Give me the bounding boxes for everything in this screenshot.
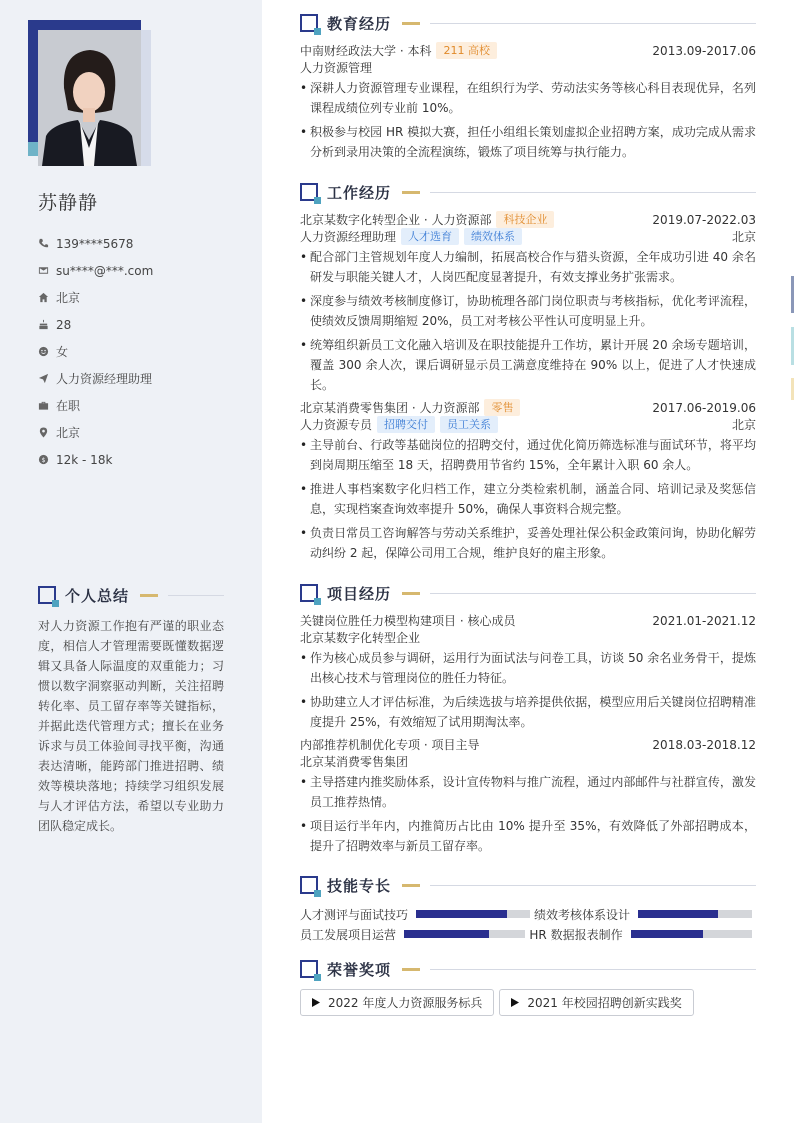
section-divider xyxy=(430,192,756,193)
company-tag: 零售 xyxy=(484,399,520,416)
section-header xyxy=(300,582,756,604)
education-section xyxy=(300,12,756,166)
section-accent-bar xyxy=(402,884,420,887)
school-name: 中南财经政法大学 · 本科 xyxy=(300,44,432,58)
skill-level-bar xyxy=(638,910,752,918)
play-triangle-icon xyxy=(312,998,320,1007)
summary-text: 对人力资源工作抱有严谨的职业态度，相信人才管理需要既懂数据逻辑又具备人际温度的双重能力；习惯以数字洞察驱动判断，关注招聘转化率、员工留存率等关键指标，并据此迭代管理方式；擅长在业务诉求与员工体验间寻找平衡，沟通表达清晰，能跨部门推进招聘、绩效等模块落地；持续学习组织发展与人才评估方法，希望以专业助力团队稳定成长。 xyxy=(38,619,224,833)
section-mark-icon xyxy=(300,183,318,201)
job-bullets xyxy=(300,247,756,395)
info-text: su****@***.com xyxy=(56,263,154,278)
skill-level-bar xyxy=(404,930,525,938)
company-name: 北京某消费零售集团 · 人力资源部 xyxy=(300,401,480,415)
section-divider xyxy=(168,595,224,596)
education-date: 2013.09-2017.06 xyxy=(652,43,756,58)
section-mark-icon xyxy=(300,584,318,602)
salary-icon xyxy=(38,454,49,465)
job-date: 2019.07-2022.03 xyxy=(652,212,756,227)
section-header xyxy=(300,874,756,896)
job-city: 北京 xyxy=(731,230,756,244)
project-entry xyxy=(300,612,756,732)
section-title: 教育经历 xyxy=(327,14,392,33)
skill-name: 人才测评与面试技巧 xyxy=(300,907,409,922)
bullet-item: • 积极参与校园 HR 模拟大赛，担任小组组长策划虚拟企业招聘方案，成功完成从需求分析到录用决策的全流程演练，锻炼了项目统筹与执行能力。 xyxy=(300,122,756,162)
section-title: 荣誉奖项 xyxy=(327,960,392,979)
awards-list xyxy=(300,989,756,1016)
skills-row xyxy=(300,924,756,944)
skills-section xyxy=(300,874,756,944)
section-mark-icon xyxy=(300,14,318,32)
role-tag: 人才选育 xyxy=(401,228,459,245)
info-position xyxy=(38,365,153,392)
info-email xyxy=(38,257,153,284)
info-location xyxy=(38,419,153,446)
skill-name: HR 数据报表制作 xyxy=(529,927,623,942)
project-bullets xyxy=(300,648,756,732)
photo-corner-decoration xyxy=(28,142,38,156)
project-org-row xyxy=(300,629,756,646)
award-text: 2022 年度人力资源服务标兵 xyxy=(328,996,483,1010)
section-title: 技能专长 xyxy=(327,876,392,895)
info-status xyxy=(38,392,153,419)
section-accent-bar xyxy=(402,968,420,971)
candidate-name: 苏静静 xyxy=(38,192,99,214)
section-divider xyxy=(430,23,756,24)
bullet-item: • 作为核心成员参与调研，运用行为面试法与问卷工具，访谈 50 余名业务骨干，提炼出核心技术与管理岗位的胜任力特征。 xyxy=(300,648,756,688)
job-role: 人力资源经理助理 xyxy=(300,230,397,244)
info-text: 北京 xyxy=(56,291,81,305)
award-item xyxy=(499,989,693,1016)
job-bullets xyxy=(300,435,756,563)
info-text: 北京 xyxy=(56,426,81,440)
project-org-row xyxy=(300,753,756,770)
project-org: 北京某数字化转型企业 xyxy=(300,631,421,645)
job-date: 2017.06-2019.06 xyxy=(652,400,756,415)
info-home xyxy=(38,284,153,311)
job-entry xyxy=(300,399,756,563)
bullet-item: • 协助建立人才评估标准，为后续选拔与培养提供依据，模型应用后关键岗位招聘精准度提升 25%，有效缩短了试用期淘汰率。 xyxy=(300,692,756,732)
section-mark-icon xyxy=(300,960,318,978)
school-tag: 211 高校 xyxy=(436,42,497,59)
info-text: 在职 xyxy=(56,399,81,413)
section-title: 个人总结 xyxy=(65,586,130,605)
send-icon xyxy=(38,373,49,384)
skill-level-fill xyxy=(638,910,718,918)
info-text: 12k - 18k xyxy=(56,452,113,467)
cake-icon xyxy=(38,319,49,330)
section-title: 工作经历 xyxy=(327,183,392,202)
skill-level-fill xyxy=(404,930,489,938)
role-tag: 招聘交付 xyxy=(377,416,435,433)
projects-section xyxy=(300,582,756,860)
job-header xyxy=(300,399,756,416)
skill-name: 绩效考核体系设计 xyxy=(534,907,631,922)
info-text: 女 xyxy=(56,345,69,359)
section-mark-icon xyxy=(38,586,56,604)
job-entry xyxy=(300,211,756,395)
location-icon xyxy=(38,427,49,438)
job-role: 人力资源专员 xyxy=(300,418,373,432)
info-text: 人力资源经理助理 xyxy=(56,372,153,386)
bullet-item: • 推进人事档案数字化归档工作，建立分类检索机制，涵盖合同、培训记录及奖惩信息，实现档案查询效率提升 50%，确保人事资料合规完整。 xyxy=(300,479,756,519)
section-divider xyxy=(430,593,756,594)
gender-icon xyxy=(38,346,49,357)
section-accent-bar xyxy=(402,22,420,25)
bullet-item: • 主导前台、行政等基础岗位的招聘交付，通过优化简历筛选标准与面试环节，将平均到岗周期压缩至 18 天，招聘费用节省约 15%，全年累计入职 60 余人。 xyxy=(300,435,756,475)
section-header xyxy=(300,958,756,980)
skill-name: 员工发展项目运营 xyxy=(300,927,397,942)
company-tag: 科技企业 xyxy=(496,211,554,228)
section-header xyxy=(300,181,756,203)
award-text: 2021 年校园招聘创新实践奖 xyxy=(527,996,682,1010)
education-bullets xyxy=(300,78,756,162)
bullet-item: • 深耕人力资源管理专业课程，在组织行为学、劳动法实务等核心科目表现优异，名列课程成绩位列专业前 10%。 xyxy=(300,78,756,118)
section-title: 项目经历 xyxy=(327,584,392,603)
section-accent-bar xyxy=(402,191,420,194)
role-tag: 员工关系 xyxy=(440,416,498,433)
briefcase-icon xyxy=(38,400,49,411)
section-divider xyxy=(430,969,756,970)
info-text: 139****5678 xyxy=(56,236,134,251)
section-accent-bar xyxy=(140,594,158,597)
info-text: 28 xyxy=(56,317,72,332)
education-major-row xyxy=(300,59,756,76)
project-name: 关键岗位胜任力模型构建项目 · 核心成员 xyxy=(300,614,516,628)
job-city: 北京 xyxy=(731,418,756,432)
contact-info-list xyxy=(38,230,153,473)
project-name: 内部推荐机制优化专项 · 项目主导 xyxy=(300,738,480,752)
section-mark-icon xyxy=(300,876,318,894)
work-section xyxy=(300,181,756,567)
skill-level-fill xyxy=(631,930,704,938)
section-header xyxy=(38,584,224,606)
info-phone xyxy=(38,230,153,257)
summary-section xyxy=(38,584,224,836)
project-header xyxy=(300,736,756,753)
bullet-item: • 配合部门主管规划年度人力编制，拓展高校合作与猎头资源，全年成功引进 40 余名研发与职能关键人才，人岗匹配度显著提升，有效支撑业务扩张需求。 xyxy=(300,247,756,287)
skills-row xyxy=(300,904,756,924)
project-header xyxy=(300,612,756,629)
svg-text:$: $ xyxy=(41,455,46,464)
project-date: 2018.03-2018.12 xyxy=(652,737,756,752)
bullet-item: • 深度参与绩效考核制度修订，协助梳理各部门岗位职责与考核指标，优化考评流程，使绩效反馈周期缩短 20%，员工对考核公平性认可度明显上升。 xyxy=(300,291,756,331)
project-bullets xyxy=(300,772,756,856)
skill-level-bar xyxy=(631,930,752,938)
major: 人力资源管理 xyxy=(300,61,373,75)
project-date: 2021.01-2021.12 xyxy=(652,613,756,628)
project-entry xyxy=(300,736,756,856)
bullet-item: • 项目运行半年内，内推简历占比由 10% 提升至 35%，有效降低了外部招聘成本，提升了招聘效率与新员工留存率。 xyxy=(300,816,756,856)
bullet-item: • 统筹组织新员工文化融入培训及在职技能提升工作坊，累计开展 20 余场专题培训，覆盖 300 余人次，课后调研显示员工满意度维持在 90% 以上，促进了人才快速成长。 xyxy=(300,335,756,395)
info-gender xyxy=(38,338,153,365)
section-header xyxy=(300,12,756,34)
job-header xyxy=(300,211,756,228)
avatar xyxy=(38,30,141,166)
award-item xyxy=(300,989,494,1016)
info-salary xyxy=(38,446,153,473)
skills-list xyxy=(300,904,756,944)
job-role-row xyxy=(300,416,756,433)
job-role-row xyxy=(300,228,756,245)
sidebar xyxy=(0,0,262,1123)
education-entry-header xyxy=(300,42,756,59)
play-triangle-icon xyxy=(511,998,519,1007)
bullet-item: • 主导搭建内推奖励体系，设计宣传物料与推广流程，通过内部邮件与社群宣传，激发员工推荐热情。 xyxy=(300,772,756,812)
home-icon xyxy=(38,292,49,303)
section-accent-bar xyxy=(402,592,420,595)
phone-icon xyxy=(38,238,49,249)
bullet-item: • 负责日常员工咨询解答与劳动关系维护，妥善处理社保公积金政策问询，协助化解劳动纠纷 2 起，保障公司用工合规，维护良好的雇主形象。 xyxy=(300,523,756,563)
project-org: 北京某消费零售集团 xyxy=(300,755,409,769)
role-tag: 绩效体系 xyxy=(464,228,522,245)
skill-level-bar xyxy=(416,910,530,918)
skill-level-fill xyxy=(416,910,507,918)
company-name: 北京某数字化转型企业 · 人力资源部 xyxy=(300,213,492,227)
mail-icon xyxy=(38,265,49,276)
honors-section xyxy=(300,958,756,1016)
info-age xyxy=(38,311,153,338)
section-divider xyxy=(430,885,756,886)
